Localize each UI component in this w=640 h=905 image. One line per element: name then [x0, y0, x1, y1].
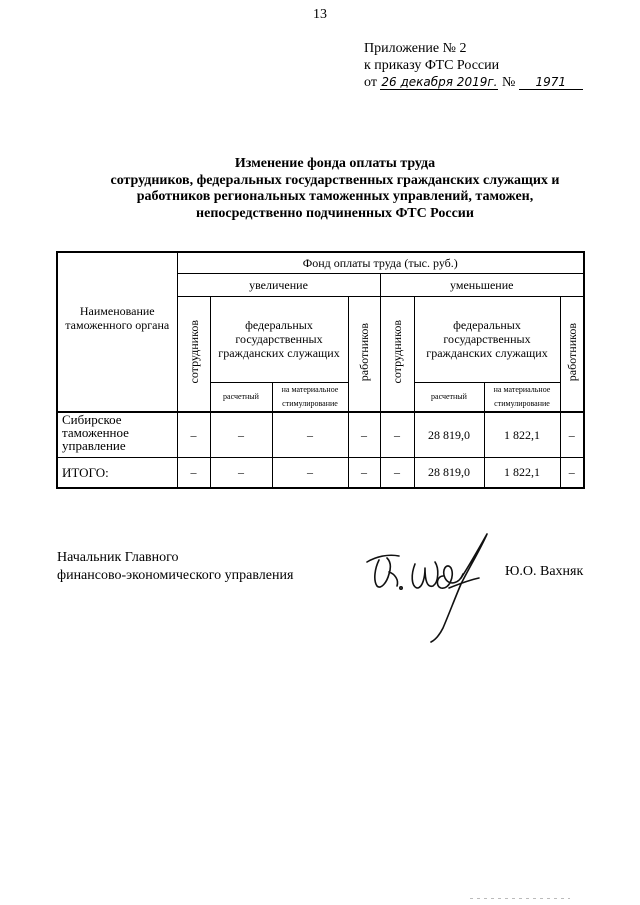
increase-workers-header: работников: [348, 296, 380, 412]
decrease-header: уменьшение: [380, 273, 584, 296]
fund-header: Фонд оплаты труда (тыс. руб.): [177, 252, 584, 273]
appendix-line-1: Приложение № 2: [364, 41, 467, 56]
table-cell: –: [177, 458, 210, 488]
table-cell: 28 819,0: [414, 458, 484, 488]
table-cell: –: [348, 458, 380, 488]
signer-position-line-2: финансово-экономического управления: [57, 568, 294, 583]
table-cell: 28 819,0: [414, 412, 484, 458]
signer-position-line-1: Начальник Главного: [57, 550, 179, 565]
title-line-2: сотрудников, федеральных государственных гражданских служащих и: [110, 172, 560, 188]
title-line-3: работников региональных таможенных управлений, таможен,: [136, 189, 534, 204]
appendix-number-label: №: [501, 75, 516, 90]
decrease-civil-servants-header: федеральных государственных гражданских служащих: [414, 296, 560, 382]
title-line-1: Изменение фонда оплаты труда: [234, 156, 436, 171]
table-cell: –: [560, 412, 584, 458]
decrease-workers-header: работников: [560, 296, 584, 412]
table-row: [57, 412, 584, 458]
appendix-date: 26 декабря 2019г.: [381, 75, 498, 89]
table-cell: –: [272, 412, 348, 458]
increase-employees-header: сотрудников: [177, 296, 210, 412]
table-cell: –: [380, 412, 414, 458]
col-name-header: Наименование таможенного органа: [57, 252, 177, 382]
table-cell: –: [348, 412, 380, 458]
table-cell: –: [210, 412, 272, 458]
table-cell: 1 822,1: [484, 412, 560, 458]
appendix-from-label: от: [364, 75, 377, 90]
name-header-spacer: [57, 382, 177, 412]
increase-header: увеличение: [177, 273, 380, 296]
appendix-order-line: [364, 74, 583, 91]
row-name: Сибирское таможенное управление: [57, 412, 177, 458]
appendix-header: [364, 40, 583, 91]
table-row-total: [57, 458, 584, 488]
title-line-4: непосредственно подчиненных ФТС России: [196, 205, 474, 221]
signer-name: Ю.О. Вахняк: [505, 564, 584, 579]
signer-position: [57, 549, 293, 585]
decrease-calculated-header: расчетный: [414, 382, 484, 412]
increase-calculated-header: расчетный: [210, 382, 272, 412]
handwritten-signature: [365, 528, 495, 648]
decrease-incentive-header: на материальное стимулирование: [484, 382, 560, 412]
table-cell: –: [272, 458, 348, 488]
scan-edge-mark: [470, 897, 570, 900]
row-name: ИТОГО:: [57, 458, 177, 488]
page-number: 13: [313, 7, 327, 22]
appendix-number: 1971: [519, 76, 583, 90]
table-cell: –: [560, 458, 584, 488]
document-title: [40, 156, 630, 222]
table-cell: –: [177, 412, 210, 458]
table-cell: –: [380, 458, 414, 488]
decrease-employees-header: сотрудников: [380, 296, 414, 412]
table-cell: –: [210, 458, 272, 488]
appendix-line-2: к приказу ФТС России: [364, 58, 500, 73]
increase-civil-servants-header: федеральных государственных гражданских служащих: [210, 296, 348, 382]
payroll-table: [56, 251, 585, 489]
increase-incentive-header: на материальное стимулирование: [272, 382, 348, 412]
table-cell: 1 822,1: [484, 458, 560, 488]
